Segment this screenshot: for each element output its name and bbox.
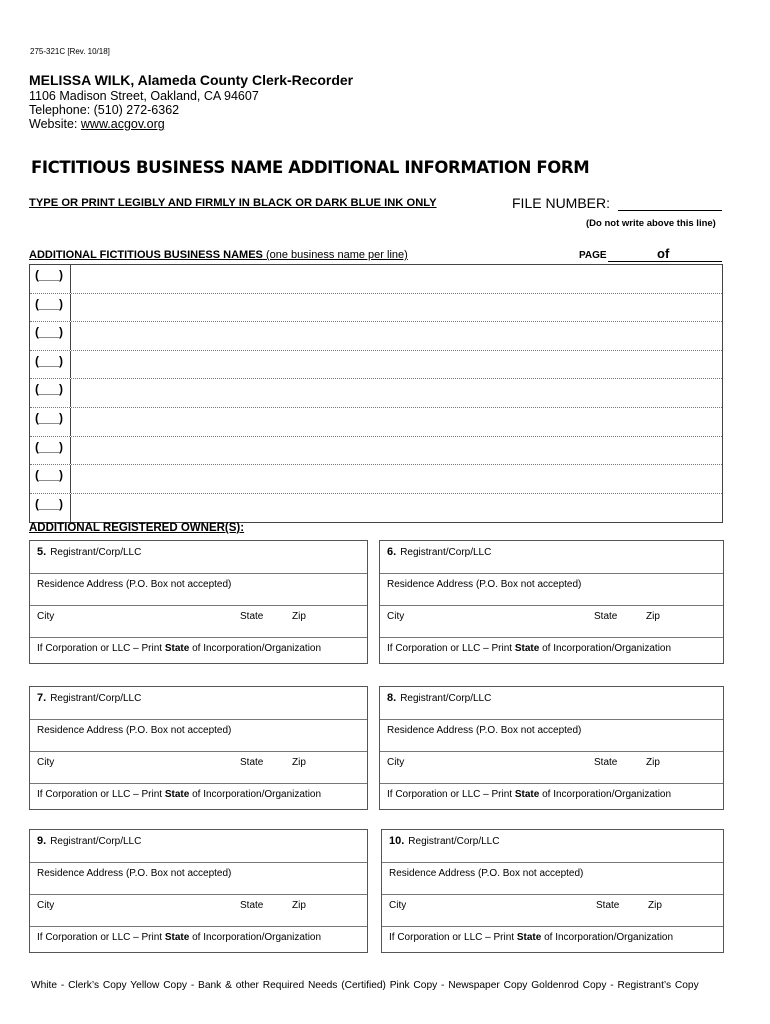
registrant-name-field[interactable] (387, 546, 491, 558)
business-name-row (30, 294, 722, 323)
incorporation-state-field[interactable] (37, 932, 321, 943)
zip-field[interactable]: Zip (646, 757, 660, 768)
corp-prefix: If Corporation or LLC – Print (387, 789, 515, 800)
registrant-number: 9. (37, 835, 47, 847)
state-field[interactable]: State (594, 757, 618, 768)
zip-field[interactable]: Zip (292, 757, 306, 768)
registrant-box (379, 540, 724, 664)
business-name-field[interactable] (71, 322, 722, 350)
business-name-row (30, 408, 722, 437)
copy-distribution-footer: White - Clerk’s Copy Yellow Copy - Bank & other Required Needs (Certified) Pink Copy - Newspaper Copy Goldenrod Copy - Registrant’s Copy (31, 980, 699, 991)
state-field[interactable]: State (596, 900, 620, 911)
business-name-row (30, 465, 722, 494)
registrant-number: 10. (389, 835, 405, 847)
field-divider (380, 637, 723, 638)
website-link[interactable]: www.acgov.org (80, 117, 165, 131)
row-marker: (___) (30, 322, 71, 350)
field-divider (382, 894, 723, 895)
field-divider (380, 719, 723, 720)
row-marker: (___) (30, 437, 71, 465)
row-marker: (___) (30, 379, 71, 407)
city-field[interactable]: City (387, 611, 405, 622)
residence-address-field[interactable]: Residence Address (P.O. Box not accepted) (387, 579, 582, 590)
file-number-label: FILE NUMBER: (512, 195, 611, 211)
clerk-address: 1106 Madison Street, Oakland, CA 94607 (29, 89, 259, 103)
field-divider (30, 573, 367, 574)
registrant-label: Registrant/Corp/LLC (400, 693, 492, 704)
field-divider (30, 894, 367, 895)
field-divider (380, 573, 723, 574)
website-label: Website: (29, 117, 78, 131)
registrant-box (29, 540, 368, 664)
row-marker: (___) (30, 465, 71, 493)
corp-prefix: If Corporation or LLC – Print (37, 932, 165, 943)
field-divider (30, 783, 367, 784)
form-code: 275-321C [Rev. 10/18] (30, 47, 110, 56)
city-field[interactable]: City (387, 757, 405, 768)
field-divider (30, 605, 367, 606)
registrant-box (381, 829, 724, 953)
registrant-name-field[interactable] (389, 835, 499, 847)
state-field[interactable]: State (240, 611, 264, 622)
field-divider (380, 605, 723, 606)
business-name-field[interactable] (71, 465, 722, 493)
business-name-field[interactable] (71, 437, 722, 465)
page-number-field[interactable] (608, 261, 722, 262)
corp-prefix: If Corporation or LLC – Print (387, 643, 515, 654)
registrant-name-field[interactable] (37, 692, 141, 704)
corp-suffix: of Incorporation/Organization (189, 789, 322, 800)
row-marker: (___) (30, 294, 71, 322)
corp-prefix: If Corporation or LLC – Print (37, 643, 165, 654)
additional-names-heading (29, 249, 408, 261)
registrant-label: Registrant/Corp/LLC (408, 836, 500, 847)
business-name-row (30, 351, 722, 380)
residence-address-field[interactable]: Residence Address (P.O. Box not accepted) (37, 579, 232, 590)
field-divider (30, 719, 367, 720)
registrant-number: 5. (37, 546, 47, 558)
do-not-write-note: (Do not write above this line) (586, 218, 716, 229)
registrant-label: Registrant/Corp/LLC (50, 693, 142, 704)
file-number-field[interactable] (618, 210, 722, 211)
corp-suffix: of Incorporation/Organization (189, 932, 322, 943)
page-label: PAGE (579, 250, 607, 261)
incorporation-state-field[interactable] (37, 643, 321, 654)
corp-prefix: If Corporation or LLC – Print (389, 932, 517, 943)
incorporation-state-field[interactable] (37, 789, 321, 800)
state-field[interactable]: State (240, 757, 264, 768)
corp-prefix: If Corporation or LLC – Print (37, 789, 165, 800)
field-divider (382, 926, 723, 927)
zip-field[interactable]: Zip (648, 900, 662, 911)
corp-suffix: of Incorporation/Organization (539, 643, 672, 654)
corp-state-emphasis: State (514, 789, 540, 800)
additional-names-note: (one business name per line) (265, 249, 408, 261)
registrant-number: 6. (387, 546, 397, 558)
corp-suffix: of Incorporation/Organization (189, 643, 322, 654)
business-name-row (30, 494, 722, 523)
corp-suffix: of Incorporation/Organization (539, 789, 672, 800)
row-marker: (___) (30, 351, 71, 379)
business-name-row (30, 322, 722, 351)
field-divider (380, 783, 723, 784)
city-field[interactable]: City (37, 900, 55, 911)
registrant-label: Registrant/Corp/LLC (50, 836, 142, 847)
city-field[interactable]: City (37, 611, 55, 622)
ink-instructions: TYPE OR PRINT LEGIBLY AND FIRMLY IN BLACK OR DARK BLUE INK ONLY (29, 197, 437, 209)
city-field[interactable]: City (37, 757, 55, 768)
registrant-label: Registrant/Corp/LLC (50, 547, 142, 558)
incorporation-state-field[interactable] (389, 932, 673, 943)
business-name-field[interactable] (71, 379, 722, 407)
business-name-row (30, 265, 722, 294)
business-name-row (30, 437, 722, 466)
registrant-label: Registrant/Corp/LLC (400, 547, 492, 558)
corp-state-emphasis: State (514, 643, 540, 654)
zip-field[interactable]: Zip (292, 900, 306, 911)
registrant-name-field[interactable] (37, 546, 141, 558)
business-name-row (30, 379, 722, 408)
corp-suffix: of Incorporation/Organization (541, 932, 674, 943)
field-divider (30, 926, 367, 927)
city-field[interactable]: City (389, 900, 407, 911)
incorporation-state-field[interactable] (387, 789, 671, 800)
residence-address-field[interactable]: Residence Address (P.O. Box not accepted) (387, 725, 582, 736)
row-marker: (___) (30, 408, 71, 436)
registrant-name-field[interactable] (387, 692, 491, 704)
residence-address-field[interactable]: Residence Address (P.O. Box not accepted) (389, 868, 584, 879)
field-divider (382, 862, 723, 863)
registrant-box (29, 829, 368, 953)
business-name-field[interactable] (71, 351, 722, 379)
corp-state-emphasis: State (164, 789, 190, 800)
clerk-website (29, 117, 165, 131)
registered-owners-heading: ADDITIONAL REGISTERED OWNER(S): (29, 522, 245, 534)
zip-field[interactable]: Zip (292, 611, 306, 622)
business-name-field[interactable] (71, 294, 722, 322)
state-field[interactable]: State (594, 611, 618, 622)
registrant-number: 8. (387, 692, 397, 704)
field-divider (30, 637, 367, 638)
business-name-field[interactable] (71, 494, 722, 523)
business-name-field[interactable] (71, 265, 722, 293)
residence-address-field[interactable]: Residence Address (P.O. Box not accepted) (37, 868, 232, 879)
additional-names-table (29, 264, 723, 523)
row-marker: (___) (30, 265, 71, 293)
registrant-box (29, 686, 368, 810)
corp-state-emphasis: State (516, 932, 542, 943)
form-title: FICTITIOUS BUSINESS NAME ADDITIONAL INFORMATION FORM (31, 158, 590, 177)
clerk-telephone: Telephone: (510) 272-6362 (29, 103, 180, 117)
business-name-field[interactable] (71, 408, 722, 436)
field-divider (380, 751, 723, 752)
state-field[interactable]: State (240, 900, 264, 911)
clerk-name: MELISSA WILK, Alameda County Clerk-Recorder (29, 72, 354, 88)
registrant-box (379, 686, 724, 810)
corp-state-emphasis: State (164, 932, 190, 943)
residence-address-field[interactable]: Residence Address (P.O. Box not accepted) (37, 725, 232, 736)
registrant-number: 7. (37, 692, 47, 704)
field-divider (30, 862, 367, 863)
field-divider (30, 751, 367, 752)
zip-field[interactable]: Zip (646, 611, 660, 622)
additional-names-title: ADDITIONAL FICTITIOUS BUSINESS NAMES (29, 249, 263, 261)
row-marker: (___) (30, 494, 71, 523)
page-of-label: of (657, 246, 670, 261)
incorporation-state-field[interactable] (387, 643, 671, 654)
corp-state-emphasis: State (164, 643, 190, 654)
registrant-name-field[interactable] (37, 835, 141, 847)
